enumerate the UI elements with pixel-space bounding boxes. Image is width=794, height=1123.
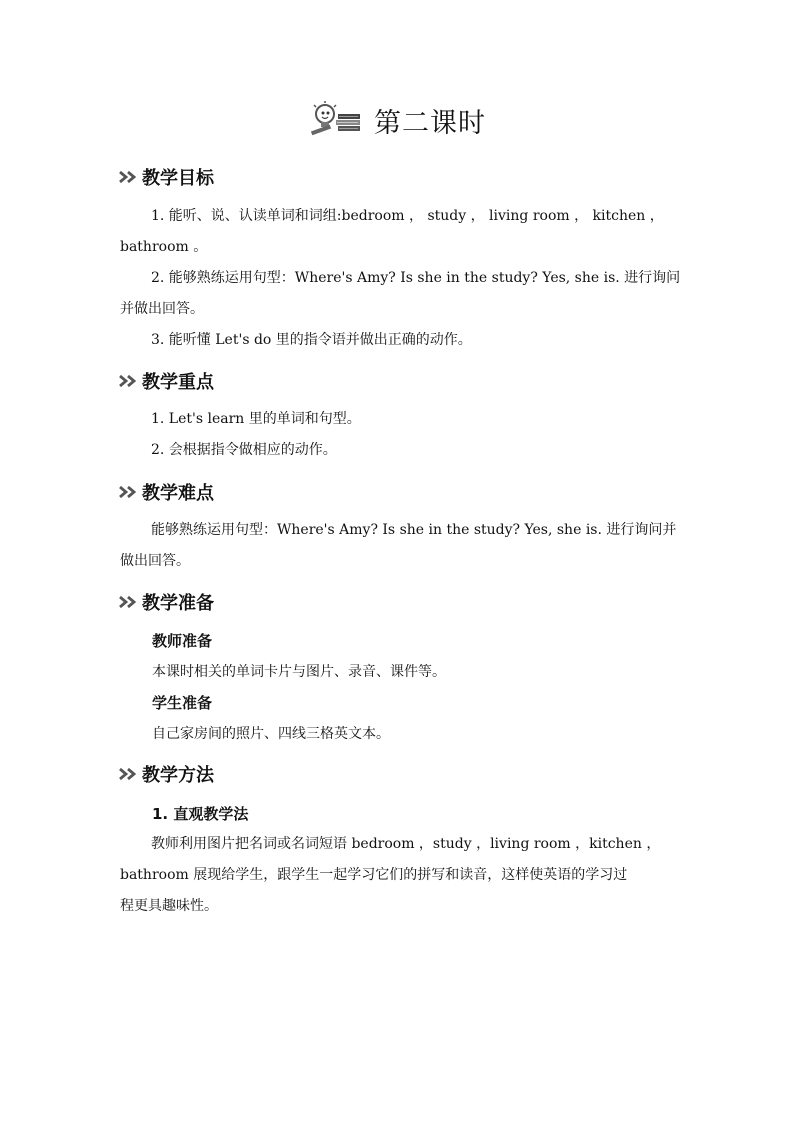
key-point-1: 1. Let's learn 里的单词和句型。	[151, 411, 361, 427]
double-chevron-icon	[118, 595, 140, 609]
method-1-text	[120, 829, 676, 922]
method-1-line-3: 程更具趣味性。	[120, 898, 218, 914]
title-row	[0, 96, 794, 144]
section-heading-difficulties	[118, 479, 214, 505]
page-title: 第二课时	[374, 107, 486, 139]
section-heading-label: 教学难点	[142, 483, 214, 504]
method-1-line-1: 教师利用图片把名词或名词短语 bedroom ，study ，living room ，kitchen ，	[151, 836, 661, 852]
double-chevron-icon	[118, 374, 140, 388]
double-chevron-icon	[118, 485, 140, 499]
goal-item-2: 2. 能够熟练运用句型：Where's Amy? Is she in the study? Yes, she is. 进行询问	[151, 270, 681, 286]
key-point-2: 2. 会根据指令做相应的动作。	[151, 442, 337, 458]
teacher-prep-label: 教师准备	[152, 632, 213, 650]
student-prep-text: 自己家房间的照片、四线三格英文本。	[152, 726, 390, 742]
method-1-line-2: bathroom 展现给学生，跟学生一起学习它们的拼写和读音，这样使英语的学习过	[120, 867, 628, 883]
section-heading-goals	[118, 164, 214, 190]
section-heading-label: 教学准备	[142, 593, 214, 614]
goal-item-1: 1. 能听、说、认读单词和词组:bedroom ， study ， living room ， kitchen ，	[151, 208, 664, 224]
difficulties-line-2: 做出回答。	[120, 553, 190, 569]
lightbulb-books-icon	[308, 100, 364, 140]
goal-item-3: 3. 能听懂 Let's do 里的指令语并做出正确的动作。	[151, 332, 472, 348]
goals-list	[120, 201, 681, 356]
section-heading-preparation	[118, 589, 214, 615]
section-heading-label: 教学重点	[142, 372, 214, 393]
section-heading-methods	[118, 761, 214, 787]
goal-item-1-cont: bathroom 。	[120, 239, 208, 255]
double-chevron-icon	[118, 767, 140, 781]
section-heading-label: 教学方法	[142, 765, 214, 786]
student-prep-label: 学生准备	[152, 694, 213, 712]
section-heading-label: 教学目标	[142, 168, 214, 189]
section-heading-key-points	[118, 368, 214, 394]
goal-item-2-cont: 并做出回答。	[120, 301, 204, 317]
key-points-list	[120, 404, 676, 466]
double-chevron-icon	[118, 170, 140, 184]
difficulties-line-1: 能够熟练运用句型：Where's Amy? Is she in the study? Yes, she is. 进行询问并	[151, 522, 677, 538]
teacher-prep-text: 本课时相关的单词卡片与图片、录音、课件等。	[152, 664, 446, 680]
method-1-label: 1. 直观教学法	[152, 805, 249, 823]
difficulties-text	[120, 515, 676, 577]
